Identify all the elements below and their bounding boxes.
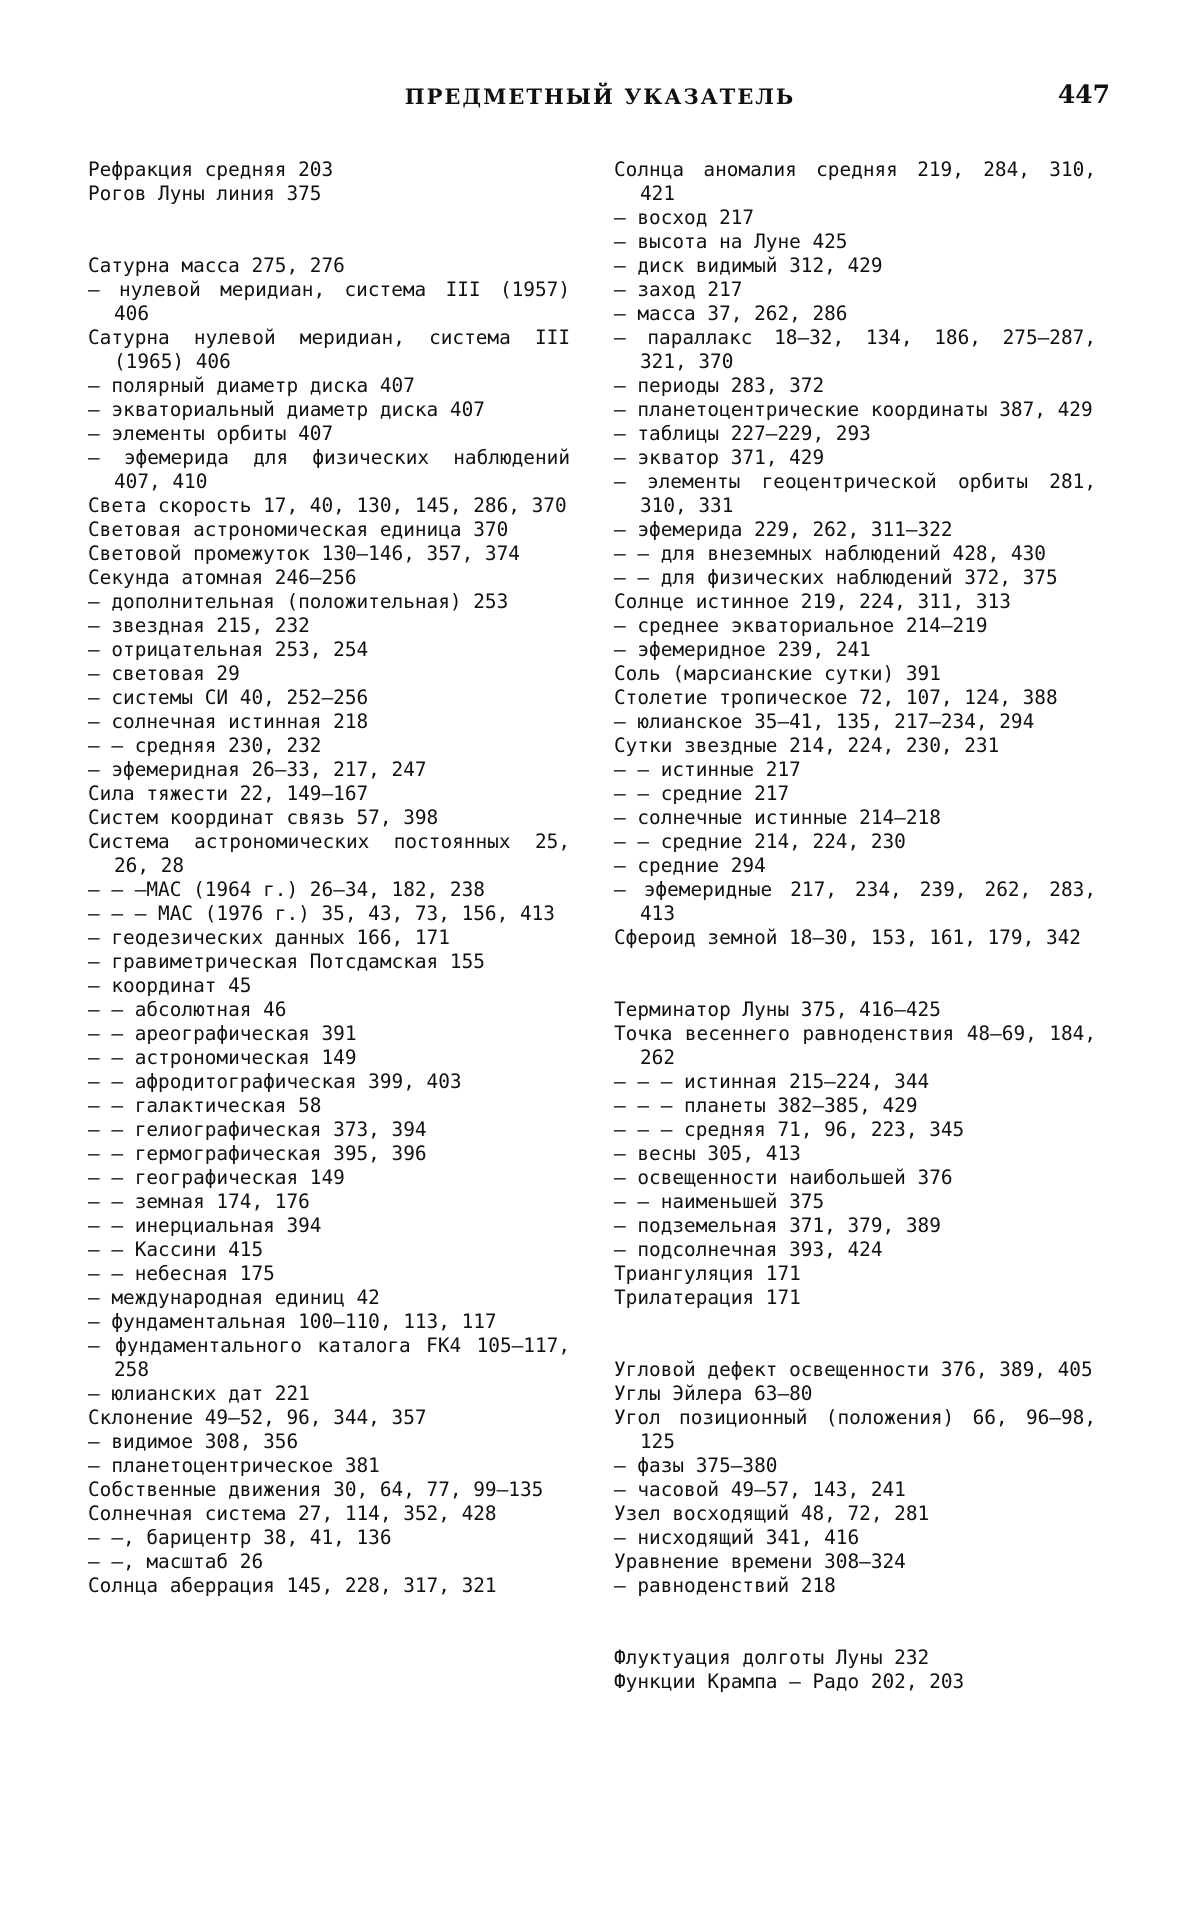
index-entry: — — инерциальная 394	[88, 1214, 322, 1237]
index-entry: — — — планеты 382—385, 429	[614, 1094, 918, 1117]
index-entry: Света скорость 17, 40, 130, 145, 286, 370	[88, 494, 567, 517]
index-entry: — планетоцентрические координаты 387, 429	[614, 398, 1093, 421]
group-spacer	[614, 1310, 1096, 1358]
index-entry: — подземельная 371, 379, 389	[614, 1214, 941, 1237]
index-entry: — фундаментального каталога FK4 105—117, 258	[88, 1334, 570, 1381]
index-entry: — подсолнечная 393, 424	[614, 1238, 883, 1261]
index-entry: — планетоцентрическое 381	[88, 1454, 380, 1477]
index-entry: Углы Эйлера 63—80	[614, 1382, 813, 1405]
index-entry: — заход 217	[614, 278, 743, 301]
index-group-s	[88, 254, 570, 1598]
index-entry: — параллакс 18—32, 134, 186, 275—287, 321, 370	[614, 326, 1096, 373]
index-entry: Трилатерация 171	[614, 1286, 801, 1309]
index-entry: — звездная 215, 232	[88, 614, 310, 637]
index-entry: — освещенности наибольшей 376	[614, 1166, 953, 1189]
index-entry: — эфемерида 229, 262, 311—322	[614, 518, 953, 541]
index-entry: — — средние 217	[614, 782, 790, 805]
index-entry: — полярный диаметр диска 407	[88, 374, 415, 397]
index-entry: Солнца аберрация 145, 228, 317, 321	[88, 1574, 497, 1597]
index-entry: — таблицы 227—229, 293	[614, 422, 871, 445]
index-entry: — солнечные истинные 214—218	[614, 806, 941, 829]
group-spacer	[614, 1598, 1096, 1646]
index-entry: — эфемеридные 217, 234, 239, 262, 283, 413	[614, 878, 1096, 925]
group-spacer	[88, 206, 570, 254]
index-entry: — — гелиографическая 373, 394	[88, 1118, 427, 1141]
index-entry: Солнечная система 27, 114, 352, 428	[88, 1502, 497, 1525]
index-entry: — высота на Луне 425	[614, 230, 848, 253]
index-entry: — видимое 308, 356	[88, 1430, 299, 1453]
index-entry: — — для внеземных наблюдений 428, 430	[614, 542, 1046, 565]
index-group-f	[614, 1646, 1096, 1694]
index-entry: — диск видимый 312, 429	[614, 254, 883, 277]
index-entry: — фундаментальная 100—110, 113, 117	[88, 1310, 497, 1333]
index-entry: — — ареографическая 391	[88, 1022, 357, 1045]
index-entry: — — гермографическая 395, 396	[88, 1142, 427, 1165]
index-entry: — —, масштаб 26	[88, 1550, 264, 1573]
index-entry: — юлианское 35—41, 135, 217—234, 294	[614, 710, 1035, 733]
index-entry: Собственные движения 30, 64, 77, 99—135	[88, 1478, 544, 1501]
index-entry: — отрицательная 253, 254	[88, 638, 369, 661]
index-entry: — масса 37, 262, 286	[614, 302, 848, 325]
index-entry: — — Кассини 415	[88, 1238, 264, 1261]
index-entry: — — — истинная 215—224, 344	[614, 1070, 930, 1093]
index-entry: — гравиметрическая Потсдамская 155	[88, 950, 485, 973]
index-group-r	[88, 158, 570, 206]
index-column-right	[614, 158, 1096, 1694]
index-entry: — —, барицентр 38, 41, 136	[88, 1526, 392, 1549]
index-entry: — — наименьшей 375	[614, 1190, 825, 1213]
index-entry: — периоды 283, 372	[614, 374, 825, 397]
page-title: ПРЕДМЕТНЫЙ УКАЗАТЕЛЬ	[404, 84, 796, 109]
index-entry: — — —МАС (1964 г.) 26—34, 182, 238	[88, 878, 485, 901]
index-entry: — весны 305, 413	[614, 1142, 801, 1165]
index-entry: — — небесная 175	[88, 1262, 275, 1285]
index-entry: — экватор 371, 429	[614, 446, 825, 469]
index-entry: Систем координат связь 57, 398	[88, 806, 439, 829]
index-entry: — эфемерида для физических наблюдений 407, 410	[88, 446, 570, 493]
index-entry: — нисходящий 341, 416	[614, 1526, 860, 1549]
index-entry: — экваториальный диаметр диска 407	[88, 398, 485, 421]
index-entry: Сутки звездные 214, 224, 230, 231	[614, 734, 1000, 757]
index-entry: — средние 294	[614, 854, 766, 877]
index-entry: Функции Крампа — Радо 202, 203	[614, 1670, 965, 1693]
index-entry: — солнечная истинная 218	[88, 710, 369, 733]
index-entry: Солнце истинное 219, 224, 311, 313	[614, 590, 1011, 613]
index-entry: Сатурна масса 275, 276	[88, 254, 345, 277]
index-entry: Световая астрономическая единица 370	[88, 518, 509, 541]
index-entry: — элементы орбиты 407	[88, 422, 334, 445]
index-entry: Узел восходящий 48, 72, 281	[614, 1502, 930, 1525]
index-entry: — — — МАС (1976 г.) 35, 43, 73, 156, 413	[88, 902, 555, 925]
index-entry: — — средние 214, 224, 230	[614, 830, 906, 853]
index-entry: — восход 217	[614, 206, 755, 229]
index-entry: — — абсолютная 46	[88, 998, 287, 1021]
index-entry: Терминатор Луны 375, 416—425	[614, 998, 941, 1021]
index-entry: — — средняя 230, 232	[88, 734, 322, 757]
index-entry: — эфемеридное 239, 241	[614, 638, 871, 661]
index-entry: — геодезических данных 166, 171	[88, 926, 450, 949]
index-entry: — равноденствий 218	[614, 1574, 836, 1597]
index-entry: Сила тяжести 22, 149—167	[88, 782, 369, 805]
index-entry: Рефракция средняя 203	[88, 158, 334, 181]
index-entry: — — галактическая 58	[88, 1094, 322, 1117]
index-entry: — системы СИ 40, 252—256	[88, 686, 369, 709]
index-entry: Флуктуация долготы Луны 232	[614, 1646, 930, 1669]
index-entry: Угол позиционный (положения) 66, 96—98, 125	[614, 1406, 1096, 1453]
index-entry: — — географическая 149	[88, 1166, 345, 1189]
index-entry: — фазы 375—380	[614, 1454, 778, 1477]
index-entry: — среднее экваториальное 214—219	[614, 614, 988, 637]
index-entry: Уравнение времени 308—324	[614, 1550, 906, 1573]
index-entry: Световой промежуток 130—146, 357, 374	[88, 542, 520, 565]
page-header	[90, 80, 1110, 118]
index-entry: Угловой дефект освещенности 376, 389, 405	[614, 1358, 1093, 1381]
index-entry: — — для физических наблюдений 372, 375	[614, 566, 1058, 589]
index-entry: Сатурна нулевой меридиан, система III (1965) 406	[88, 326, 570, 373]
index-entry: — — астрономическая 149	[88, 1046, 357, 1069]
index-column-left	[88, 158, 570, 1598]
index-entry: Секунда атомная 246—256	[88, 566, 357, 589]
index-entry: — — истинные 217	[614, 758, 801, 781]
group-spacer	[614, 950, 1096, 998]
index-group-t	[614, 998, 1096, 1310]
index-entry: — эфемеридная 26—33, 217, 247	[88, 758, 427, 781]
index-entry: — юлианских дат 221	[88, 1382, 310, 1405]
index-entry: Сфероид земной 18—30, 153, 161, 179, 342	[614, 926, 1081, 949]
index-entry: Рогов Луны линия 375	[88, 182, 322, 205]
index-entry: — часовой 49—57, 143, 241	[614, 1478, 906, 1501]
index-entry: — международная единиц 42	[88, 1286, 380, 1309]
index-entry: Триангуляция 171	[614, 1262, 801, 1285]
index-entry: — элементы геоцентрической орбиты 281, 310, 331	[614, 470, 1096, 517]
index-entry: — дополнительная (положительная) 253	[88, 590, 509, 613]
index-entry: — нулевой меридиан, система III (1957) 406	[88, 278, 570, 325]
index-entry: Склонение 49—52, 96, 344, 357	[88, 1406, 427, 1429]
index-entry: — — — средняя 71, 96, 223, 345	[614, 1118, 965, 1141]
index-entry: — координат 45	[88, 974, 252, 997]
index-group-u	[614, 1358, 1096, 1598]
index-entry: Солнца аномалия средняя 219, 284, 310, 421	[614, 158, 1096, 205]
index-entry: Система астрономических постоянных 25, 26, 28	[88, 830, 570, 877]
index-entry: — световая 29	[88, 662, 240, 685]
index-entry: Соль (марсианские сутки) 391	[614, 662, 941, 685]
page-number: 447	[1057, 80, 1110, 109]
index-entry: Точка весеннего равноденствия 48—69, 184, 262	[614, 1022, 1096, 1069]
index-group-s-continued	[614, 158, 1096, 950]
index-entry: — — земная 174, 176	[88, 1190, 310, 1213]
index-entry: Столетие тропическое 72, 107, 124, 388	[614, 686, 1058, 709]
index-entry: — — афродитографическая 399, 403	[88, 1070, 462, 1093]
